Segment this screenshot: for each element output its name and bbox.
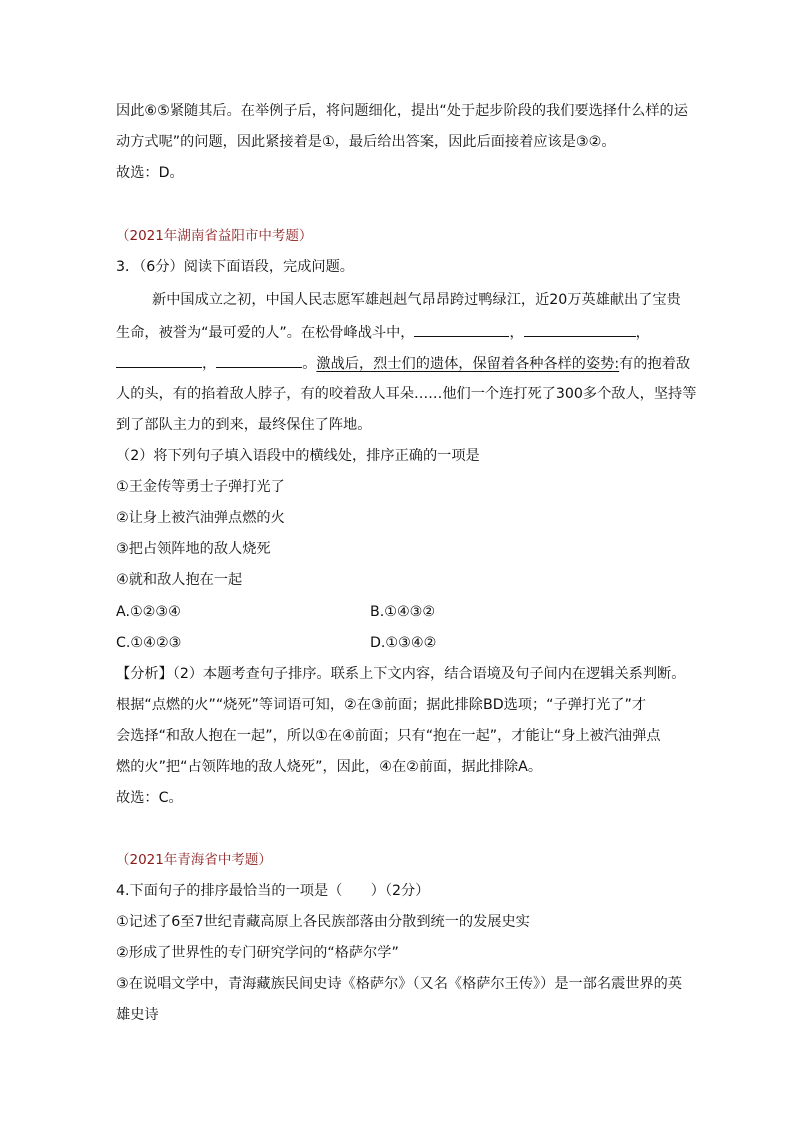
text-line: 因此⑥⑤紧随其后。在举例子后，将问题细化，提出“处于起步阶段的我们要选择什么样的运	[116, 103, 688, 119]
passage-line: 人的头，有的掐着敌人脖子，有的咬着敌人耳朵……他们一个连打死了300多个敌人，坚持等	[116, 386, 697, 402]
list-item: ②让身上被汽油弹点燃的火	[116, 510, 285, 526]
list-item: ②形成了世界性的专门研究学问的“格萨尔学”	[116, 945, 399, 961]
fill-blank	[414, 322, 509, 337]
passage-text: 有的抱着敌	[619, 356, 691, 372]
question-heading: 3．（6分）阅读下面语段，完成问题。	[116, 259, 354, 275]
fill-blank	[116, 353, 202, 368]
passage-text: 生命，被誉为“最可爱的人”。在松骨峰战斗中，	[116, 325, 415, 341]
options-row	[116, 602, 436, 622]
question-heading: 4.下面句子的排序最恰当的一项是（ ）（2分）	[116, 883, 430, 899]
answer-line: 故选：D。	[116, 165, 184, 181]
list-item: ①王金传等勇士子弹打光了	[116, 479, 285, 495]
text-line: 动方式呢”的问题，因此紧接着是①，最后给出答案，因此后面接着应该是③②。	[116, 134, 616, 150]
passage-line	[116, 322, 650, 343]
passage-line: 新中国成立之初，中国人民志愿军雄赳赳气昂昂跨过鸭绿江，近20万英雄献出了宝贵	[152, 292, 681, 308]
list-item: ③在说唱文学中，青海藏族民间史诗《格萨尔》（又名《格萨尔王传》）是一部名震世界的英	[116, 976, 683, 992]
option-d: D.①③④②	[370, 635, 437, 651]
punct: ，	[202, 356, 217, 372]
list-item: ④就和敌人抱在一起	[116, 572, 243, 588]
analysis-line: 【分析】（2）本题考查句子排序。联系上下文内容，结合语境及句子间内在逻辑关系判断。	[116, 666, 686, 682]
list-item: ③把占领阵地的敌人烧死	[116, 541, 271, 557]
underlined-text: 激战后，烈士们的遗体，保留着各种各样的姿势:	[316, 356, 620, 372]
punct: ，	[509, 325, 524, 341]
option-a: A.①②③④	[116, 604, 181, 620]
analysis-line: 燃的火”把“占领阵地的敌人烧死”，因此，④在②前面，据此排除A。	[116, 759, 543, 775]
sub-question: （2）将下列句子填入语段中的横线处，排序正确的一项是	[116, 448, 480, 464]
fill-blank	[216, 353, 302, 368]
punct: 。	[302, 356, 317, 372]
punct: ，	[635, 325, 650, 341]
question-source: （2021年湖南省益阳市中考题）	[116, 228, 313, 244]
list-item-continued: 雄史诗	[116, 1007, 159, 1023]
question-source: （2021年青海省中考题）	[116, 852, 272, 868]
analysis-line: 会选择“和敌人抱在一起”，所以①在④前面；只有“抱在一起”，才能让“身上被汽油弹点	[116, 728, 661, 744]
option-c: C.①④②③	[116, 635, 182, 651]
passage-line: 到了部队主力的到来，最终保住了阵地。	[116, 417, 372, 433]
fill-blank	[524, 322, 636, 337]
analysis-line: 根据“点燃的火”“烧死”等词语可知，②在③前面；据此排除BD选项；“子弹打光了”才	[116, 697, 647, 713]
option-b: B.①④③②	[370, 604, 436, 620]
answer-line: 故选：C。	[116, 790, 183, 806]
passage-line	[116, 353, 690, 374]
options-row	[116, 633, 437, 653]
list-item: ①记述了6至7世纪青藏高原上各民族部落由分散到统一的发展史实	[116, 914, 530, 930]
